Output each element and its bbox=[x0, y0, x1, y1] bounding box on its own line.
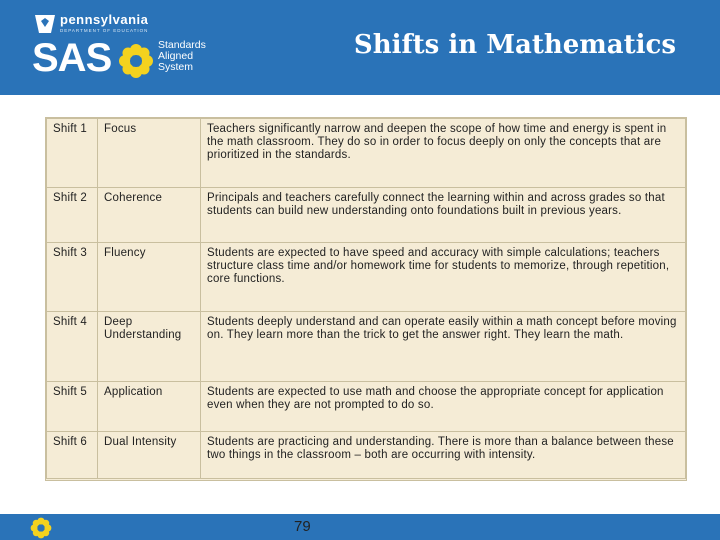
flower-icon bbox=[30, 517, 52, 539]
state-name: pennsylvania bbox=[60, 12, 149, 27]
shift-description: Students are practicing and understanding. There is more than a balance between these two things in the classroom – both are occurring with intensity. bbox=[201, 432, 686, 479]
table-row bbox=[47, 432, 686, 479]
shift-description: Students are expected to use math and choose the appropriate concept for application even when they are not prompted to do so. bbox=[201, 382, 686, 432]
shift-description: Teachers significantly narrow and deepen the scope of how time and energy is spent in the math classroom. They do so in order to focus deeply on only the concepts that are prioritized in the standards. bbox=[201, 119, 686, 188]
shift-label: Shift 4 bbox=[47, 312, 98, 382]
shift-label: Shift 5 bbox=[47, 382, 98, 432]
sas-word-1: Standards bbox=[158, 39, 206, 51]
sas-word-2: Aligned bbox=[158, 50, 194, 62]
header-banner bbox=[0, 0, 720, 95]
shift-name: Fluency bbox=[98, 243, 201, 312]
shift-description: Students are expected to have speed and accuracy with simple calculations; teachers structure class time and/or homework time for students to memorize, through repetition, core functions. bbox=[201, 243, 686, 312]
slide-title: Shifts in Mathematics bbox=[353, 30, 676, 60]
shift-name: Coherence bbox=[98, 188, 201, 243]
shift-label: Shift 2 bbox=[47, 188, 98, 243]
department-name: DEPARTMENT OF EDUCATION bbox=[60, 28, 149, 33]
table-row bbox=[47, 243, 686, 312]
shift-label: Shift 6 bbox=[47, 432, 98, 479]
table-row bbox=[47, 312, 686, 382]
sas-full-name bbox=[158, 40, 206, 73]
shift-name: Application bbox=[98, 382, 201, 432]
page-number: 79 bbox=[294, 518, 311, 535]
shift-label: Shift 1 bbox=[47, 119, 98, 188]
flower-icon bbox=[118, 43, 154, 79]
footer-bar bbox=[0, 514, 720, 540]
pa-sas-logo bbox=[30, 12, 230, 87]
shift-name: Deep Understanding bbox=[98, 312, 201, 382]
shift-name: Dual Intensity bbox=[98, 432, 201, 479]
table-row bbox=[47, 119, 686, 188]
shift-description: Principals and teachers carefully connect the learning within and across grades so that students can build new understanding onto foundations built in previous years. bbox=[201, 188, 686, 243]
table-row bbox=[47, 382, 686, 432]
shift-name: Focus bbox=[98, 119, 201, 188]
keystone-icon bbox=[34, 14, 56, 34]
shift-description: Students deeply understand and can operate easily within a math concept before moving on. They learn more than the trick to get the answer right. They learn the math. bbox=[201, 312, 686, 382]
shift-label: Shift 3 bbox=[47, 243, 98, 312]
shifts-table bbox=[45, 117, 687, 481]
table-row bbox=[47, 188, 686, 243]
sas-word-3: System bbox=[158, 61, 194, 73]
sas-acronym: SAS bbox=[32, 36, 112, 80]
